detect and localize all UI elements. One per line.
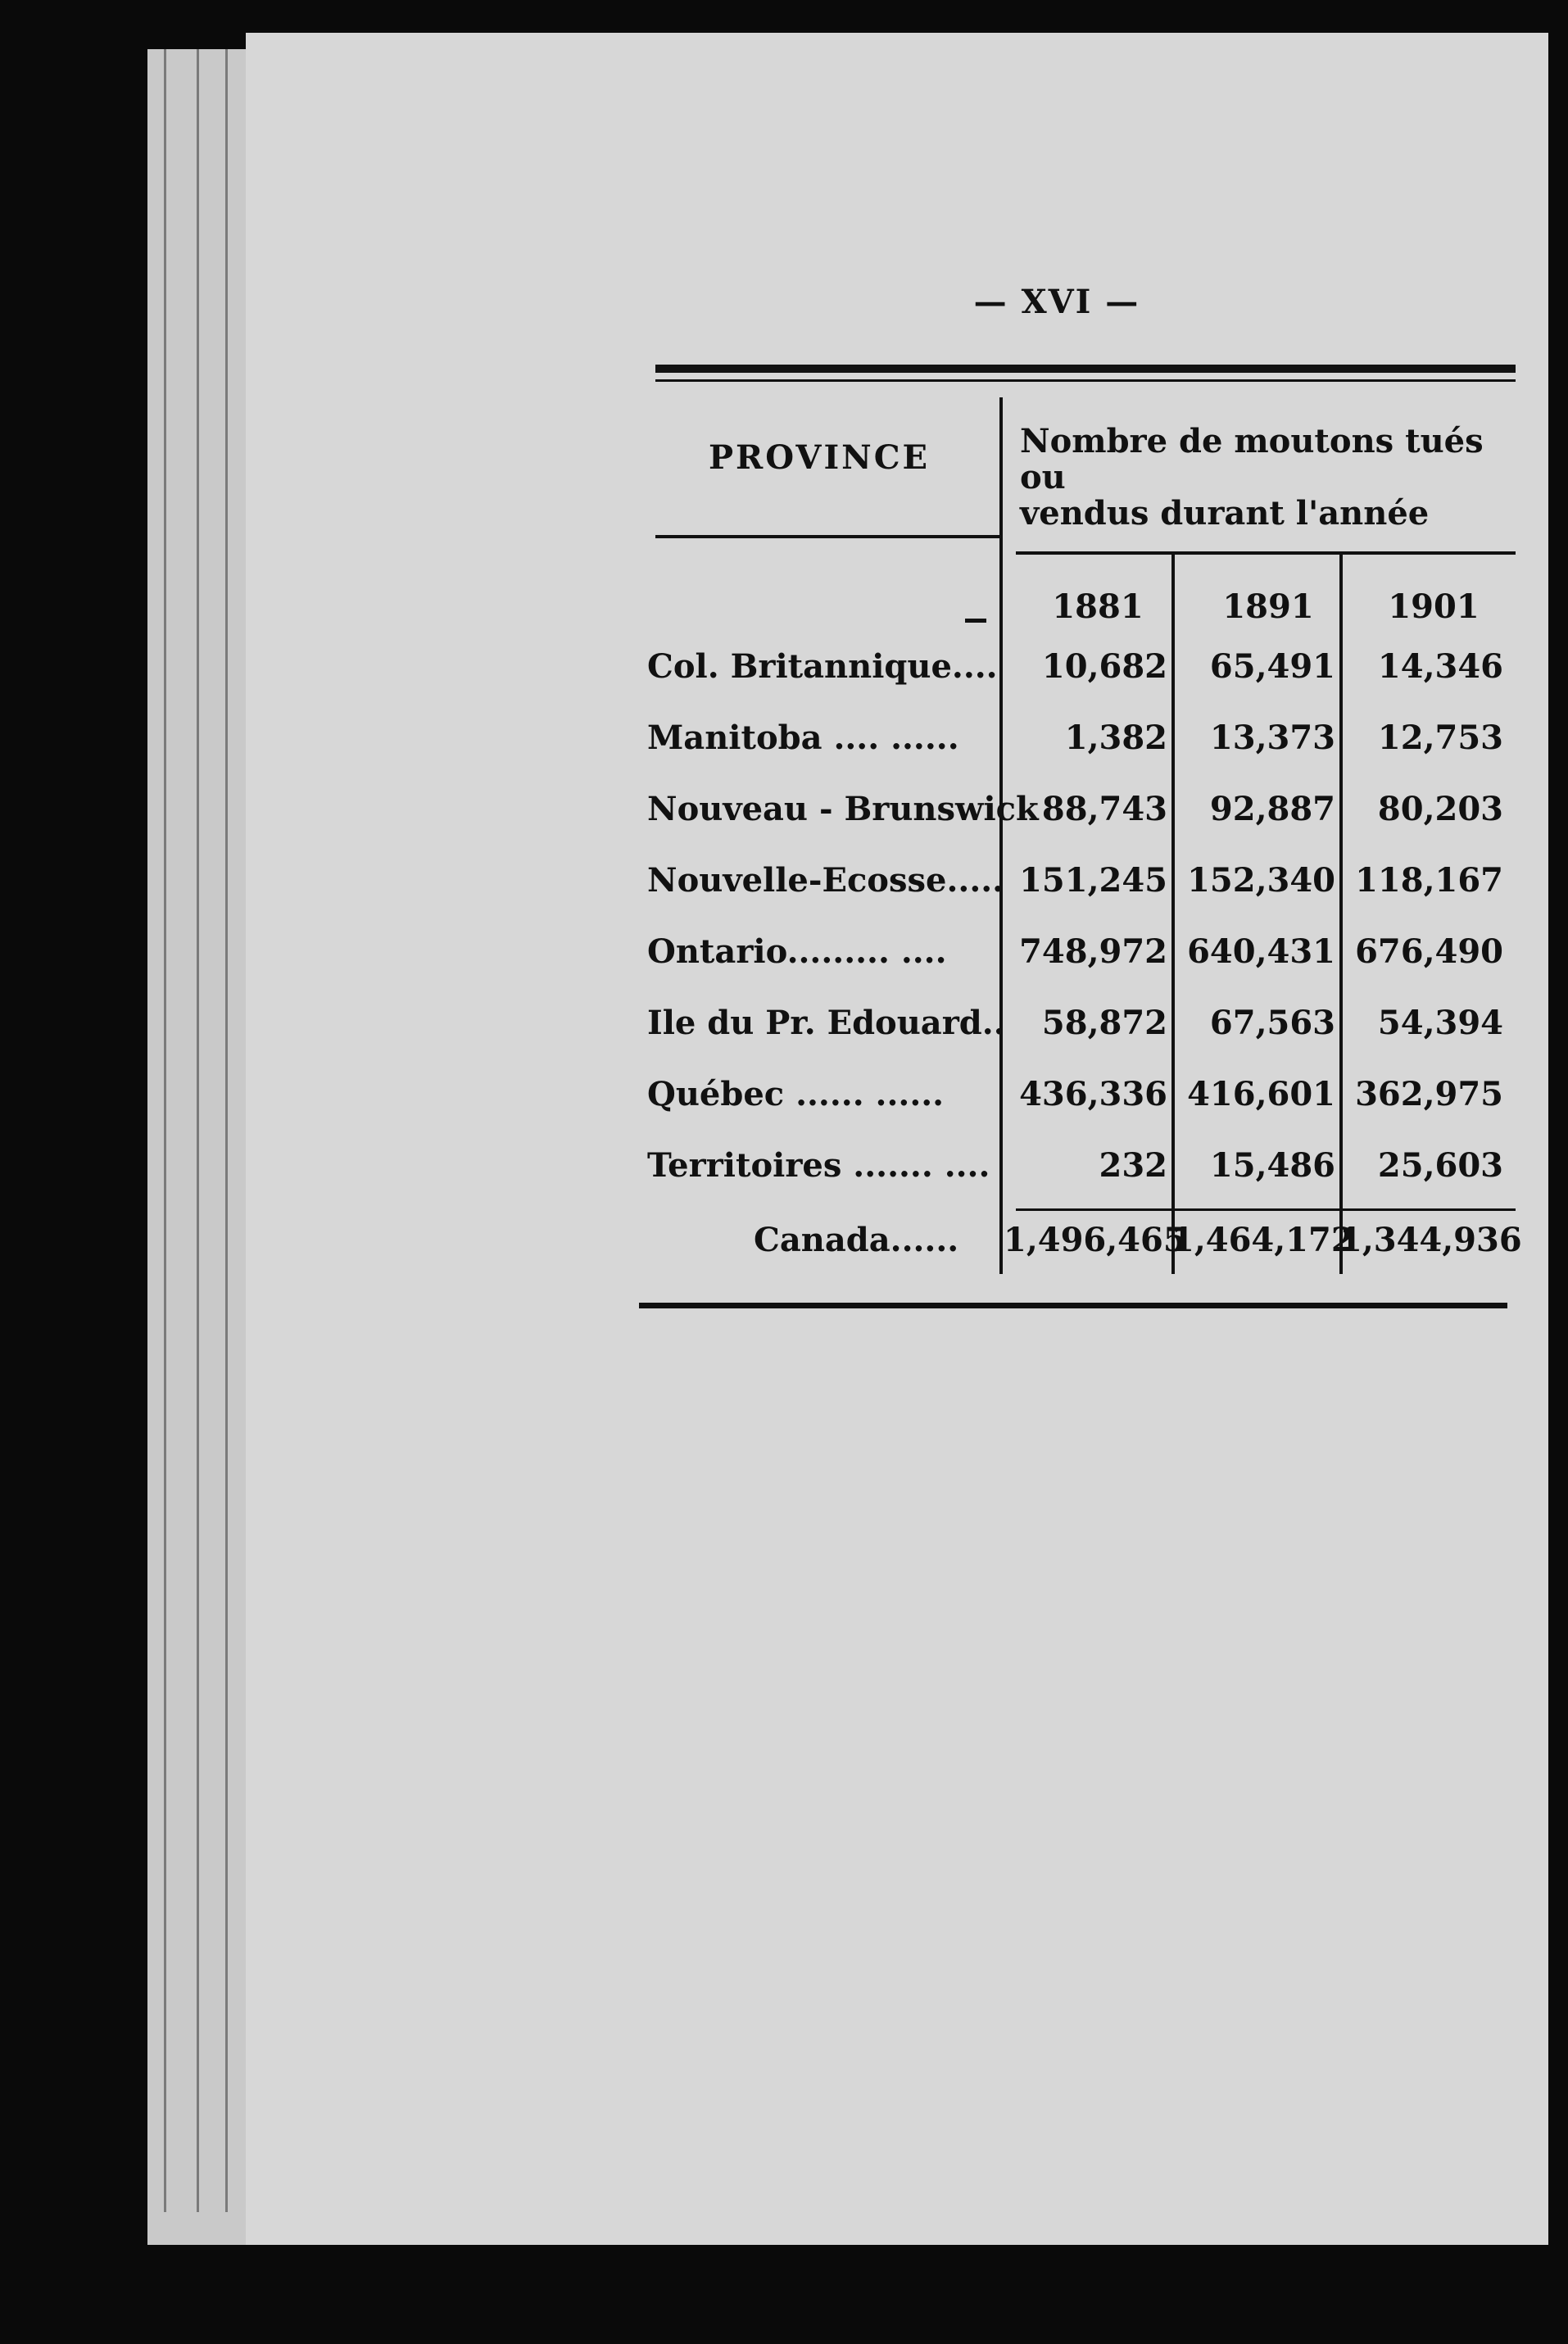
province-name: Nouveau - Brunswick xyxy=(647,790,1039,828)
table-row xyxy=(639,1004,1532,1069)
value-1881: 10,682 xyxy=(1041,647,1167,686)
table-row xyxy=(639,861,1532,927)
value-1881: 58,872 xyxy=(1041,1004,1167,1042)
province-name: Col. Britannique.... xyxy=(647,647,998,686)
province-name: Québec ...... ...... xyxy=(647,1075,945,1113)
total-rule xyxy=(1016,1208,1516,1211)
table-row xyxy=(639,790,1532,855)
total-label: Canada...... xyxy=(754,1221,959,1259)
value-1881: 232 xyxy=(1099,1146,1167,1185)
value-1881: 748,972 xyxy=(1019,932,1167,971)
total-row xyxy=(639,1221,1532,1286)
table-row xyxy=(639,1146,1532,1212)
province-name: Nouvelle-Ecosse..... xyxy=(647,861,1004,900)
span-header-rule xyxy=(1016,551,1516,555)
province-name: Ontario......... .... xyxy=(647,932,947,971)
page-stack-line xyxy=(197,49,199,2212)
span-header-line2: vendus durant l'année xyxy=(1020,494,1430,533)
page-stack-line xyxy=(164,49,166,2212)
span-header xyxy=(1020,424,1528,532)
table-row xyxy=(639,647,1532,713)
province-header-rule xyxy=(655,535,999,538)
value-1881: 1,382 xyxy=(1064,719,1167,757)
province-name: Ile du Pr. Edouard.. xyxy=(647,1004,1005,1042)
year-header: 1881 xyxy=(1052,587,1144,626)
value-1901: 362,975 xyxy=(1355,1075,1503,1113)
value-1901: 54,394 xyxy=(1377,1004,1503,1042)
table-row xyxy=(639,932,1532,998)
value-1891: 13,373 xyxy=(1209,719,1335,757)
value-1901: 80,203 xyxy=(1377,790,1503,828)
top-rule-thin xyxy=(655,379,1516,382)
value-1901: 118,167 xyxy=(1355,861,1503,900)
value-1901: 676,490 xyxy=(1355,932,1503,971)
sheep-table xyxy=(639,365,1532,1331)
value-1891: 640,431 xyxy=(1187,932,1335,971)
province-header: PROVINCE xyxy=(708,438,931,477)
value-1881: 151,245 xyxy=(1019,861,1167,900)
page-header: — XVI — xyxy=(973,283,1140,321)
dash-mark xyxy=(965,619,986,623)
bottom-rule xyxy=(639,1303,1507,1308)
span-header-line1: Nombre de moutons tués ou xyxy=(1020,422,1484,496)
year-header: 1901 xyxy=(1388,587,1480,626)
page-stack-line xyxy=(225,49,228,2212)
year-header: 1891 xyxy=(1222,587,1314,626)
province-name: Territoires ....... .... xyxy=(647,1146,990,1185)
value-1901: 14,346 xyxy=(1377,647,1503,686)
value-1891: 15,486 xyxy=(1209,1146,1335,1185)
value-1901: 25,603 xyxy=(1377,1146,1503,1185)
total-1901: 1,344,936 xyxy=(1339,1221,1522,1259)
value-1881: 436,336 xyxy=(1019,1075,1167,1113)
value-1891: 67,563 xyxy=(1209,1004,1335,1042)
value-1891: 152,340 xyxy=(1187,861,1335,900)
value-1891: 92,887 xyxy=(1209,790,1335,828)
total-1891: 1,464,172 xyxy=(1171,1221,1354,1259)
top-rule xyxy=(655,365,1516,373)
value-1891: 416,601 xyxy=(1187,1075,1335,1113)
table-row xyxy=(639,1075,1532,1140)
total-1881: 1,496,465 xyxy=(1004,1221,1186,1259)
value-1881: 88,743 xyxy=(1041,790,1167,828)
value-1891: 65,491 xyxy=(1209,647,1335,686)
province-name: Manitoba .... ...... xyxy=(647,719,959,757)
table-row xyxy=(639,719,1532,784)
value-1901: 12,753 xyxy=(1377,719,1503,757)
